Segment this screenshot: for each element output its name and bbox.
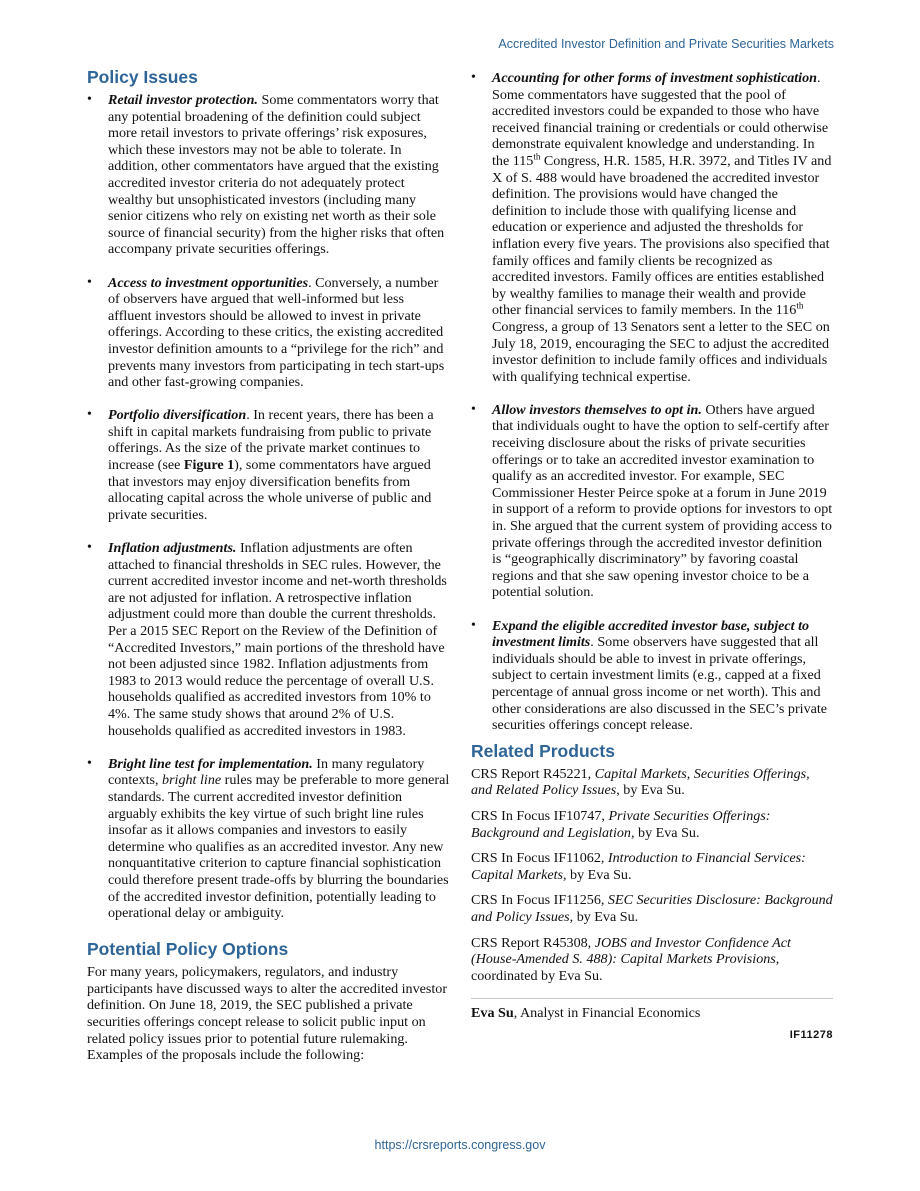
bullet-text: rules may be preferable to more general standards. The current accredited investor definition arguably exhibits the key virtue of such bright line rules insofar as it allows companies and investors to easily determine who qualifies as an accredited investor. Any new nonquantitative criterion to capture financial sophistication could therefore present trade-offs by blurring the boundaries of the accredited investor definition, potentially leading to operational delay or ambiguity. — [108, 772, 450, 922]
bullet-text: In many regulatory contexts, — [108, 755, 425, 789]
related-product-item — [471, 892, 833, 925]
list-item — [471, 402, 833, 601]
ref-prefix: CRS Report R45221, — [471, 765, 595, 782]
ref-suffix: , by Eva Su. — [630, 824, 700, 841]
bullet-text: ), some commentators have argued that investors may enjoy diversification benefits from allocating capital across the whole universe of public and private securities. — [108, 457, 432, 523]
bullet-text: Congress, a group of 13 Senators sent a letter to the SEC on July 18, 2019, encouraging the SEC to adjust the accredited investor definition to include family offices and individuals with qualifying technical expertise. — [492, 318, 830, 385]
bullet-lead: Allow investors themselves to opt in. — [492, 401, 702, 418]
list-item — [87, 407, 450, 523]
ref-title: Private Securities Offerings: Background and Legislation — [471, 807, 771, 841]
list-item — [87, 540, 450, 739]
bullet-lead: Portfolio diversification — [108, 407, 247, 424]
bullet-text: . Some observers have suggested that all individuals should be able to invest in private offerings, subject to certain investment limits (e.g., capped at a fixed percentage of annual gross income or net worth). This and other considerations are also discussed in the SEC’s private securities offerings concept release. — [492, 634, 828, 734]
divider — [471, 998, 833, 999]
author-role: , Analyst in Financial Economics — [513, 1005, 701, 1022]
bullet-lead: Retail investor protection. — [108, 92, 258, 108]
running-header: Accredited Investor Definition and Private Securities Markets — [498, 37, 834, 51]
author-name: Eva Su — [471, 1005, 514, 1022]
related-product-item — [471, 850, 833, 883]
left-column — [87, 66, 450, 1064]
bullet-text: . In recent years, there has been a shift in capital markets fundraising from public to private offerings. As the size of the private market continues to increase (see — [108, 407, 434, 474]
related-product-item — [471, 808, 833, 841]
related-products-heading: Related Products — [471, 740, 615, 761]
potential-options-body: For many years, policymakers, regulators, and industry participants have discussed ways to alter the accredited investor definition. On June 18, 2019, the SEC published a private securities offerings concept release to solicit public input on related policy issues prior to potential future rulemaking. Examples of the proposals include the following: — [87, 964, 448, 1064]
ref-prefix: CRS In Focus IF11062, — [471, 850, 608, 867]
bullet-lead: Bright line test for implementation. — [108, 755, 313, 772]
bullet-text: . Some commentators have suggested that the pool of accredited investors could be expanded to those who have received financial training or credentials or could otherwise demonstrate equivalent knowledge and understanding. In the 115 — [492, 70, 829, 169]
list-item — [87, 756, 450, 922]
right-column — [471, 70, 833, 1041]
ref-suffix: , by Eva Su. — [616, 782, 685, 799]
policy-issues-list — [87, 92, 450, 922]
superscript: th — [533, 151, 541, 162]
ref-title: JOBS and Investor Confidence Act (House-Amended S. 488): Capital Markets Provisions — [471, 934, 791, 968]
ref-suffix: , by Eva Su. — [569, 908, 639, 925]
bullet-text: Others have argued that individuals ought to have the option to self-certify after receiving disclosure about the risks of private securities offerings or to take an accredited investor examination to qualify as an accredited investor. For example, SEC Commissioner Hester Peirce spoke at a forum in June 2019 in support of a reform to provide options for investors to opt in. She argued that the current system of providing access to private offerings through the accredited investor definition is “geographically discriminatory” by favoring coastal regions and that she saw opening investor choice to be a potential solution. — [492, 401, 833, 601]
bullet-text: Congress, H.R. 1585, H.R. 3972, and Titles IV and X of S. 488 would have broadened the accredited investor definition. The provisions would have changed the definition to include those with qualifying license and education or experience and adjusted the thresholds for inflation every five years. The provisions also specified that family offices and family clients be recognized as accredited investors. Family offices are entities established by wealthy families to manage their wealth and provide other financial services to family members. In the 116 — [492, 152, 832, 319]
ref-suffix: , coordinated by Eva Su. — [471, 951, 780, 984]
bullet-lead: Expand the eligible accredited investor base, subject to investment limits — [492, 617, 810, 651]
ref-prefix: CRS Report R45308, — [471, 934, 595, 951]
related-product-item — [471, 935, 833, 985]
figure-link[interactable]: Figure 1 — [183, 457, 235, 474]
bullet-lead: Access to investment opportunities — [108, 274, 309, 291]
bullet-lead: Inflation adjustments. — [108, 540, 237, 557]
list-item — [471, 70, 833, 385]
list-item — [471, 618, 833, 734]
ref-title: Introduction to Financial Services: Capital Markets — [471, 850, 806, 883]
author-line — [471, 1005, 833, 1022]
bullet-text: Inflation adjustments are often attached to financial thresholds in SEC rules. However, the current accredited investor income and net-worth thresholds are not adjusted for inflation. A retrospective inflation adjustment could more than double the current thresholds. Per a 2015 SEC Report on the Review of the Definition of “Accredited Investors,” main portions of the threshold have not been adjusted since 1982. Inflation adjustments from 1983 to 2013 would reduce the percentage of overall U.S. households qualified as accredited investors from 10% to 4%. The same study shows that around 2% of U.S. households qualified as accredited investors in 1983. — [108, 540, 447, 739]
footer-url-link[interactable]: https://crsreports.congress.gov — [374, 1138, 546, 1152]
list-item — [87, 275, 450, 391]
ref-prefix: CRS In Focus IF10747, — [471, 807, 609, 824]
bullet-lead: Accounting for other forms of investment sophistication — [492, 70, 817, 86]
ref-prefix: CRS In Focus IF11256, — [471, 892, 608, 909]
bullet-text: Some commentators worry that any potential broadening of the definition could subject more retail investors to private offerings’ risk exposures, which these investors may not be able to tolerate. In addition, other commentators have argued that the existing accredited investor criteria do not adequately protect wealthy but unsophisticated investors (including many senior citizens who rely on existing net worth as their sole source of financial security) from the higher risks that often accompany private securities offerings. — [108, 92, 445, 258]
related-product-item — [471, 766, 833, 799]
potential-options-heading: Potential Policy Options — [87, 939, 289, 960]
ref-title: SEC Securities Disclosure: Background and Policy Issues — [471, 892, 833, 925]
bullet-italic-term: bright line — [162, 772, 222, 789]
policy-issues-heading: Policy Issues — [87, 67, 198, 87]
bullet-text: . Conversely, a number of observers have argued that well-informed but less affluent investors should be allowed to invest in private offerings. According to these critics, the existing accredited investor definition amounts to a “privilege for the rich” and prevents many investors from participating in tech start-ups and other fast-growing companies. — [108, 274, 445, 391]
superscript: th — [796, 300, 804, 311]
options-list — [471, 70, 833, 734]
ref-title: Capital Markets, Securities Offerings, and Related Policy Issues — [471, 765, 810, 799]
list-item — [87, 92, 450, 258]
ref-suffix: , by Eva Su. — [563, 866, 632, 883]
document-id: IF11278 — [789, 1028, 833, 1041]
